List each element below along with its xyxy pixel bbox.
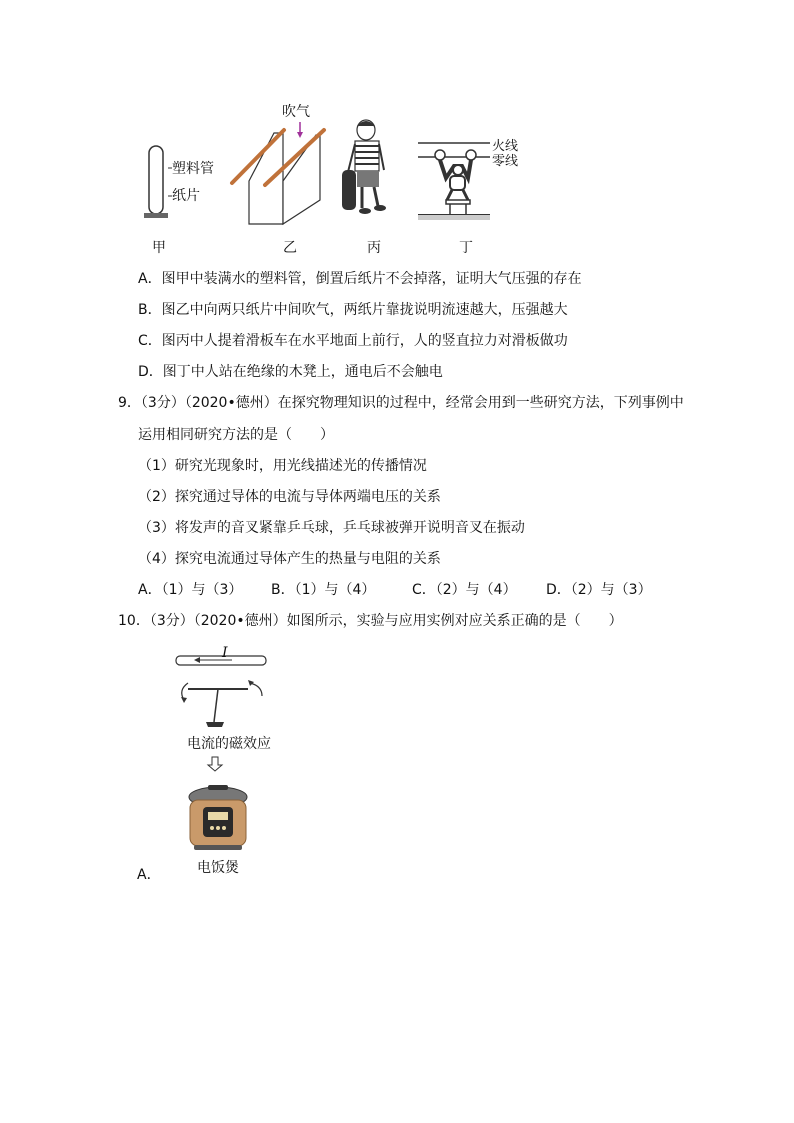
q9-option-a: A．（1）与（3） (138, 582, 243, 598)
fire-wire-label: 火线 (492, 139, 519, 154)
appliance-label: 电饭煲 (197, 860, 239, 876)
q10-stem: 10．（3分）（2020•德州）如图所示，实验与应用实例对应关系正确的是（ ） (118, 613, 623, 629)
q8-option-a: A．图甲中装满水的塑料管，倒置后纸片不会掉落，证明大气压强的存在 (138, 271, 582, 287)
tube-label: 塑料管 (172, 161, 214, 177)
caption-bing: 丙 (367, 240, 381, 256)
q9-option-b: B．（1）与（4） (271, 582, 376, 598)
q8-option-b: B．图乙中向两只纸片中间吹气，两纸片靠拢说明流速越大，压强越大 (138, 302, 568, 318)
q8-option-c: C．图丙中人提着滑板车在水平地面上前行，人的竖直拉力对滑板做功 (138, 333, 568, 349)
blow-label: 吹气 (282, 104, 310, 120)
q9-item-2: （2）探究通过导体的电流与导体两端电压的关系 (138, 489, 441, 505)
paper-label: 纸片 (172, 188, 200, 204)
q9-item-1: （1）研究光现象时，用光线描述光的传播情况 (138, 458, 427, 474)
q9-stem-line2: 运用相同研究方法的是（ ） (138, 427, 334, 443)
q10-option-a-letter: A． (137, 867, 161, 883)
q9-stem-line1: 9．（3分）（2020•德州）在探究物理知识的过程中，经常会用到一些研究方法，下列事例中 (118, 395, 684, 411)
q8-option-d: D．图丁中人站在绝缘的木凳上，通电后不会触电 (138, 364, 443, 380)
q9-option-d: D．（2）与（3） (546, 582, 652, 598)
caption-yi: 乙 (283, 240, 297, 256)
q9-item-4: （4）探究电流通过导体产生的热量与电阻的关系 (138, 551, 441, 567)
neutral-wire-label: 零线 (492, 154, 519, 169)
q9-item-3: （3）将发声的音叉紧靠乒乓球，乒乓球被弹开说明音叉在振动 (138, 520, 525, 536)
current-symbol: I (222, 645, 228, 661)
caption-jia: 甲 (152, 240, 166, 256)
caption-ding: 丁 (459, 240, 473, 256)
experiment-label: 电流的磁效应 (187, 736, 271, 752)
q9-option-c: C．（2）与（4） (412, 582, 517, 598)
